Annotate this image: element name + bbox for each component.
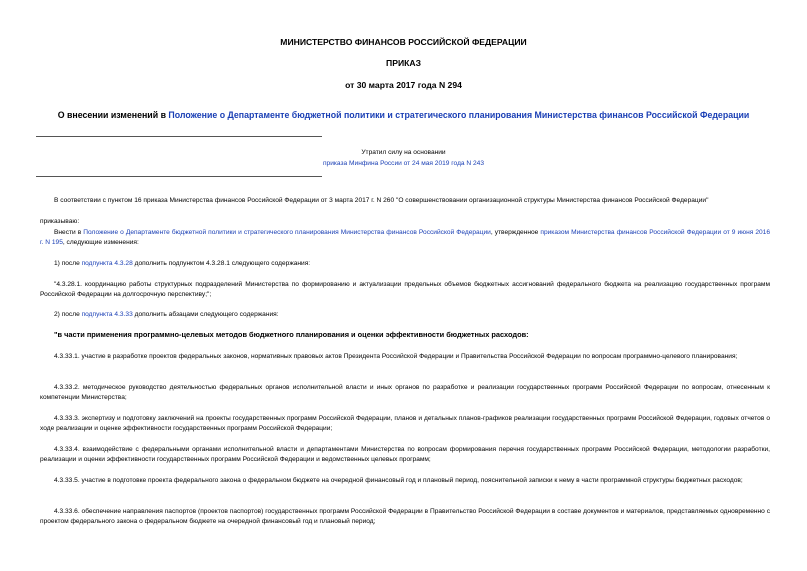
paragraph-order: приказываю: (40, 218, 80, 225)
paragraph-section-heading: "в части применения программно-целевых методов бюджетного планирования и оценки эффективности бюджетных расходов: (54, 330, 529, 339)
item1-text-b: дополнить подпунктом 4.3.28.1 следующего содержания: (132, 260, 311, 267)
paragraph-4-3-33-3: 4.3.33.3. экспертизу и подготовку заключений на проекты государственных программ Российской Федерации, планов и детальных планов-графиков реализации государственных программ Российской Федерации, годовых отчетов о ходе реализации и оценке эффективности государственных программ Российской Федерации; (40, 415, 770, 432)
paragraph-amend (40, 228, 770, 248)
doc-type-heading: ПРИКАЗ (386, 58, 421, 68)
amend-text-b: , утвержденное (490, 229, 541, 236)
amend-link-regulation[interactable]: Положение о Департаменте бюджетной политики и стратегического планирования Министерства финансов Российской Федерации (83, 229, 491, 236)
item1-text-a: 1) после (54, 260, 82, 267)
paragraph-basis: В соответствии с пунктом 16 приказа Министерства финансов Российской Федерации от 3 марта 2017 г. N 260 "О совершенствовании организационной структуры Министерства финансов Российской Федерации" (54, 197, 709, 204)
paragraph-4-3-33-4: 4.3.33.4. взаимодействие с федеральными органами исполнительной власти и департаментами Министерства по вопросам формирования перечня государственных программ Российской Федерации, методологии разработки, реализации и оценки эффективности государственных программ Российской Федерации и ведомственных целевых программ; (40, 446, 770, 463)
item2-link[interactable]: подпункта 4.3.33 (81, 311, 133, 318)
lost-force-note (0, 147, 807, 169)
lost-force-text: Утратил силу на основании (361, 149, 446, 156)
paragraph-4-3-33-2: 4.3.33.2. методическое руководство деятельностью федеральных органов исполнительной власти и иных органов по разработке и реализации государственных программ Российской Федерации по вопросам, отнесенным к компетенции Министерства; (40, 384, 770, 401)
document-title (0, 110, 807, 120)
paragraph-4-3-33-6: 4.3.33.6. обеспечение направления паспортов (проектов паспортов) государственных программ Российской Федерации в Правительство Российской Федерации в составе документов и материалов, представляемых одновременно с проектом федерального закона о федеральном бюджете на очередной финансовый год и плановый период; (40, 508, 770, 525)
amend-link-order[interactable]: приказом Министерства финансов Российской Федерации от 9 июня 2016 г. N 195 (40, 229, 771, 246)
item2-text-b: дополнить абзацами следующего содержания: (132, 311, 279, 318)
date-number-heading: от 30 марта 2017 года N 294 (345, 80, 462, 90)
paragraph-4-3-28-1: "4.3.28.1. координацию работы структурных подразделений Министерства по формированию и актуализации предельных объемов бюджетных ассигнований федерального бюджета на реализацию государственных программ Российской Федерации на долгосрочную перспективу;"; (40, 281, 770, 298)
title-link[interactable]: Положение о Департаменте бюджетной политики и стратегического планирования Министерства финансов Российской Федерации (168, 110, 750, 120)
divider-bottom (36, 176, 322, 177)
paragraph-4-3-33-5: 4.3.33.5. участие в подготовке проекта федерального закона о федеральном бюджете на очередной финансовый год и плановый период, пояснительной записки к нему в части программной структуры бюджетных расходов; (54, 477, 743, 484)
paragraph-item-1 (40, 259, 770, 269)
item1-link[interactable]: подпункта 4.3.28 (81, 260, 133, 267)
title-prefix: О внесении изменений в (57, 110, 169, 120)
ministry-heading: МИНИСТЕРСТВО ФИНАНСОВ РОССИЙСКОЙ ФЕДЕРАЦИИ (280, 37, 527, 47)
divider-top (36, 136, 322, 137)
paragraph-4-3-33-1: 4.3.33.1. участие в разработке проектов федеральных законов, нормативных правовых актов Президента Российской Федерации и Правительства Российской Федерации по вопросам программно-целевого планирования; (54, 353, 738, 360)
paragraph-item-2 (40, 310, 770, 320)
item2-text-a: 2) после (54, 311, 82, 318)
lost-force-link[interactable]: приказа Минфина России от 24 мая 2019 года N 243 (322, 160, 485, 167)
amend-text-c: , следующие изменения: (62, 239, 139, 246)
amend-text-a: Внести в (54, 229, 84, 236)
